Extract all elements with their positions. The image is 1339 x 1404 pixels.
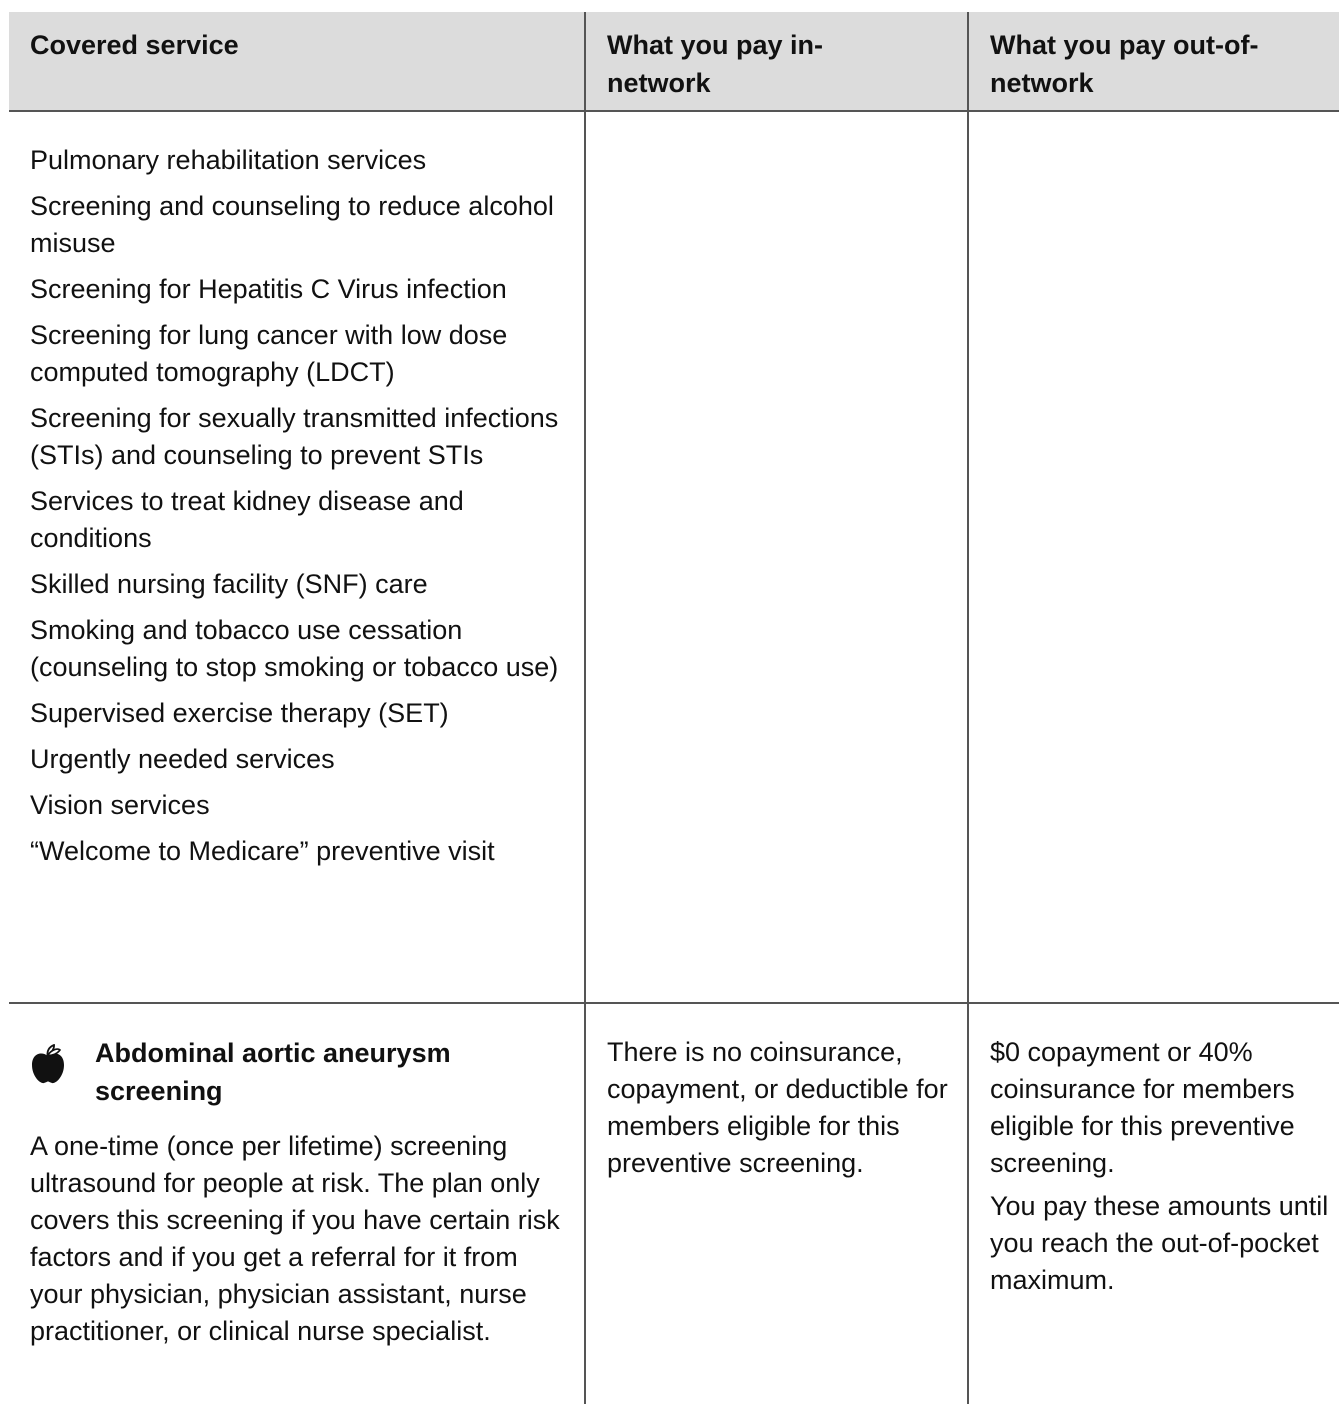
header-out-network-line2: network bbox=[990, 68, 1094, 98]
list-item: Supervised exercise therapy (SET) bbox=[30, 698, 449, 728]
list-item: Services to treat kidney disease and conditions bbox=[30, 486, 464, 553]
list-item: Screening and counseling to reduce alcohol misuse bbox=[30, 191, 554, 258]
in-network-cost-text: There is no coinsurance, copayment, or deductible for members eligible for this preventive screening. bbox=[607, 1037, 948, 1178]
header-in-network-line2: network bbox=[607, 68, 711, 98]
in-network-cost-cell bbox=[607, 1034, 957, 1188]
list-item: Screening for Hepatitis C Virus infection bbox=[30, 274, 507, 304]
list-item: Pulmonary rehabilitation services bbox=[30, 145, 427, 175]
row-divider bbox=[9, 1002, 1339, 1004]
list-item: Smoking and tobacco use cessation (counseling to stop smoking or tobacco use) bbox=[30, 615, 559, 682]
header-covered-service: Covered service bbox=[30, 30, 239, 60]
list-item: Urgently needed services bbox=[30, 744, 335, 774]
out-network-note-text: You pay these amounts until you reach the out-of-pocket maximum. bbox=[990, 1191, 1329, 1295]
service-title-text: Abdominal aortic aneurysm screening bbox=[95, 1038, 451, 1106]
table-header bbox=[9, 12, 1339, 112]
out-of-network-cost-cell bbox=[990, 1034, 1339, 1305]
services-list bbox=[30, 142, 575, 879]
abdominal-aortic-aneurysm-cell bbox=[30, 1034, 575, 1350]
list-item: Vision services bbox=[30, 790, 210, 820]
list-item: “Welcome to Medicare” preventive visit bbox=[30, 836, 495, 866]
header-out-network-line1: What you pay out-of- bbox=[990, 30, 1259, 60]
column-divider-1 bbox=[584, 12, 586, 1404]
service-title bbox=[30, 1034, 575, 1110]
list-item: Skilled nursing facility (SNF) care bbox=[30, 569, 428, 599]
column-divider-2 bbox=[967, 12, 969, 1404]
apple-icon bbox=[30, 1044, 66, 1084]
header-out-of-network bbox=[990, 26, 1258, 102]
list-item: Screening for sexually transmitted infections (STIs) and counseling to prevent STIs bbox=[30, 403, 559, 470]
out-network-cost-text: $0 copayment or 40% coinsurance for members eligible for this preventive screening. bbox=[990, 1037, 1295, 1178]
list-item: Screening for lung cancer with low dose computed tomography (LDCT) bbox=[30, 320, 508, 387]
header-in-network bbox=[607, 26, 823, 102]
service-description: A one-time (once per lifetime) screening ultrasound for people at risk. The plan only covers this screening if you have certain risk factors and if you get a referral for it from your physician, physician assistant, nurse practitioner, or clinical nurse specialist. bbox=[30, 1131, 560, 1346]
header-in-network-line1: What you pay in- bbox=[607, 30, 823, 60]
